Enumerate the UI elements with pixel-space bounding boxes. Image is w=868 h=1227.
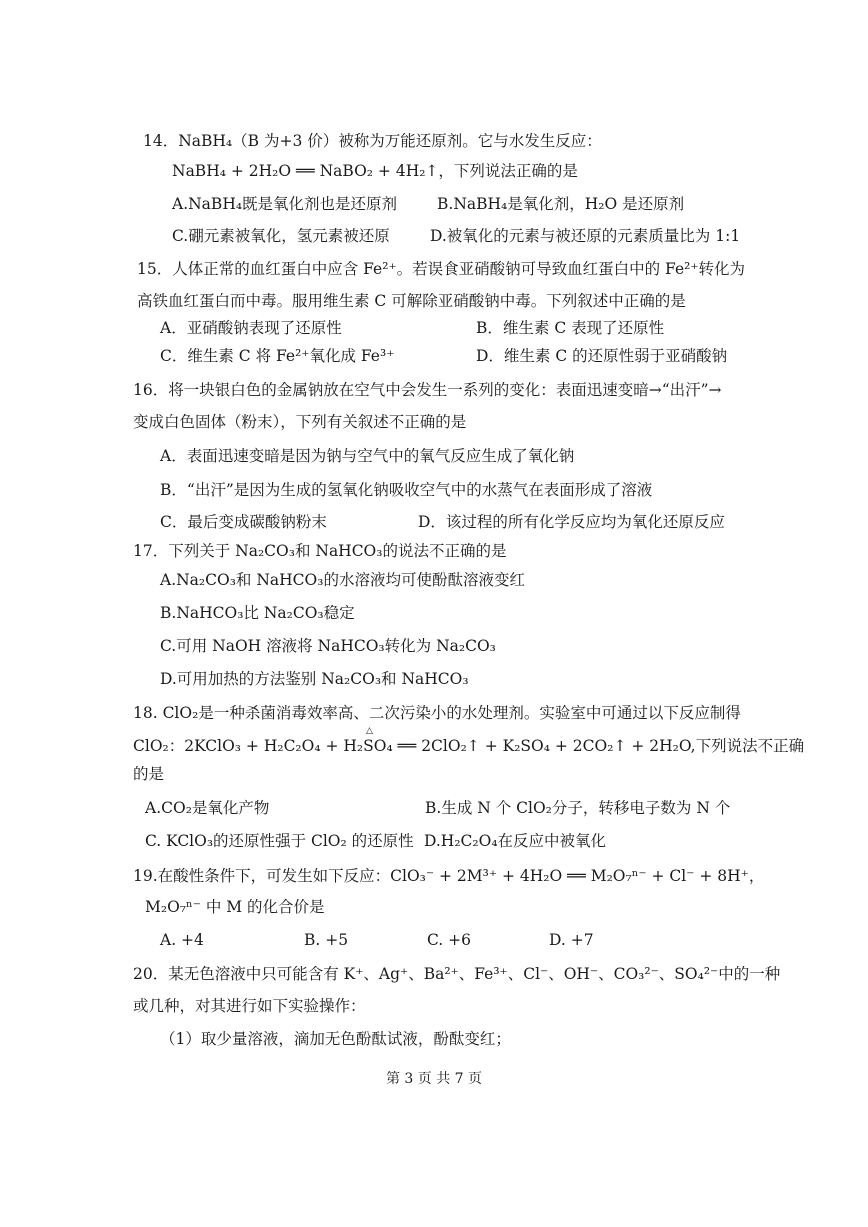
q18-stem-line3: 的是	[133, 765, 165, 783]
q16-option-a: A．表面迅速变暗是因为钠与空气中的氧气反应生成了氧化钠	[160, 447, 575, 465]
q18-option-d: D.H₂C₂O₄在反应中被氧化	[424, 832, 607, 850]
q18-option-a: A.CO₂是氧化产物	[145, 799, 270, 817]
page-footer: 第 3 页 共 7 页	[385, 1071, 483, 1087]
q15-stem-line2: 高铁血红蛋白而中毒。服用维生素 C 可解除亚硝酸钠中毒。下列叙述中正确的是	[137, 292, 686, 310]
q17-option-b: B.NaHCO₃比 Na₂CO₃稳定	[160, 604, 355, 622]
q14-equation-body: NaBH₄ + 2H₂O ══ NaBO₂ + 4H₂↑	[172, 162, 439, 180]
q20-stem-line2: 或几种，对其进行如下实验操作：	[133, 997, 366, 1015]
q14-option-a: A.NaBH₄既是氧化剂也是还原剂	[172, 195, 398, 213]
q17-option-d: D.可用加热的方法鉴别 Na₂CO₃和 NaHCO₃	[160, 670, 469, 688]
q19-option-b: B. +5	[304, 931, 349, 949]
q18-option-b: B.生成 N 个 ClO₂分子，转移电子数为 N 个	[425, 799, 731, 817]
q16-stem-line2: 变成白色固体（粉末），下列有关叙述不正确的是	[133, 413, 467, 431]
q17-stem: 17．下列关于 Na₂CO₃和 NaHCO₃的说法不正确的是	[133, 542, 507, 560]
q14-option-d: D.被氧化的元素与被还原的元素质量比为 1:1	[430, 227, 741, 245]
heating-triangle-icon: △	[366, 726, 373, 736]
q15-option-c: C．维生素 C 将 Fe²⁺氧化成 Fe³⁺	[160, 347, 395, 365]
q18-stem-line2: ClO₂：2KClO₃ + H₂C₂O₄ + H₂SO₄ ══ 2ClO₂↑ + K₂SO₄ + 2CO₂↑ + 2H₂O,下列说法不正确	[133, 737, 805, 755]
q20-stem-line1: 20．某无色溶液中只可能含有 K⁺、Ag⁺、Ba²⁺、Fe³⁺、Cl⁻、OH⁻、CO₃²⁻、SO₄²⁻中的一种	[133, 965, 781, 983]
q14-equation	[172, 161, 578, 181]
q19-stem-line1: 19.在酸性条件下，可发生如下反应：ClO₃⁻ + 2M³⁺ + 4H₂O ══ M₂O₇ⁿ⁻ + Cl⁻ + 8H⁺，	[133, 867, 765, 885]
q16-option-c: C．最后变成碳酸钠粉末	[160, 513, 327, 531]
q16-option-b: B．“出汗”是因为生成的氢氧化钠吸收空气中的水蒸气在表面形成了溶液	[160, 481, 653, 499]
q14-stem: 14．NaBH₄（B 为+3 价）被称为万能还原剂。它与水发生反应：	[143, 132, 602, 150]
q19-option-a: A. +4	[160, 931, 204, 949]
q19-option-c: C. +6	[427, 931, 472, 949]
q15-option-b: B．维生素 C 表现了还原性	[476, 319, 665, 337]
q18-option-c: C. KClO₃的还原性强于 ClO₂ 的还原性	[145, 832, 414, 850]
q14-option-b: B.NaBH₄是氧化剂，H₂O 是还原剂	[437, 195, 685, 213]
q17-option-a: A.Na₂CO₃和 NaHCO₃的水溶液均可使酚酞溶液变红	[160, 571, 525, 589]
q20-step-1: （1）取少量溶液，滴加无色酚酞试液，酚酞变红；	[160, 1030, 511, 1048]
q19-stem-line2: M₂O₇ⁿ⁻ 中 M 的化合价是	[145, 898, 325, 916]
q15-stem-line1: 15．人体正常的血红蛋白中应含 Fe²⁺。若误食亚硝酸钠可导致血红蛋白中的 Fe²⁺转化为	[137, 260, 746, 278]
q14-equation-tail: ，下列说法正确的是	[438, 162, 578, 180]
q16-option-d: D．该过程的所有化学反应均为氧化还原反应	[418, 513, 725, 531]
q14-option-c: C.硼元素被氧化，氢元素被还原	[172, 227, 390, 245]
q18-stem-line1: 18. ClO₂是一种杀菌消毒效率高、二次污染小的水处理剂。实验室中可通过以下反应制得	[133, 704, 741, 722]
q19-option-d: D. +7	[549, 931, 594, 949]
q17-option-c: C.可用 NaOH 溶液将 NaHCO₃转化为 Na₂CO₃	[160, 637, 496, 655]
q15-option-a: A．亚硝酸钠表现了还原性	[160, 319, 342, 337]
q16-stem-line1: 16．将一块银白色的金属钠放在空气中会发生一系列的变化：表面迅速变暗→“出汗”→	[133, 381, 722, 399]
q15-option-d: D．维生素 C 的还原性弱于亚硝酸钠	[476, 347, 728, 365]
